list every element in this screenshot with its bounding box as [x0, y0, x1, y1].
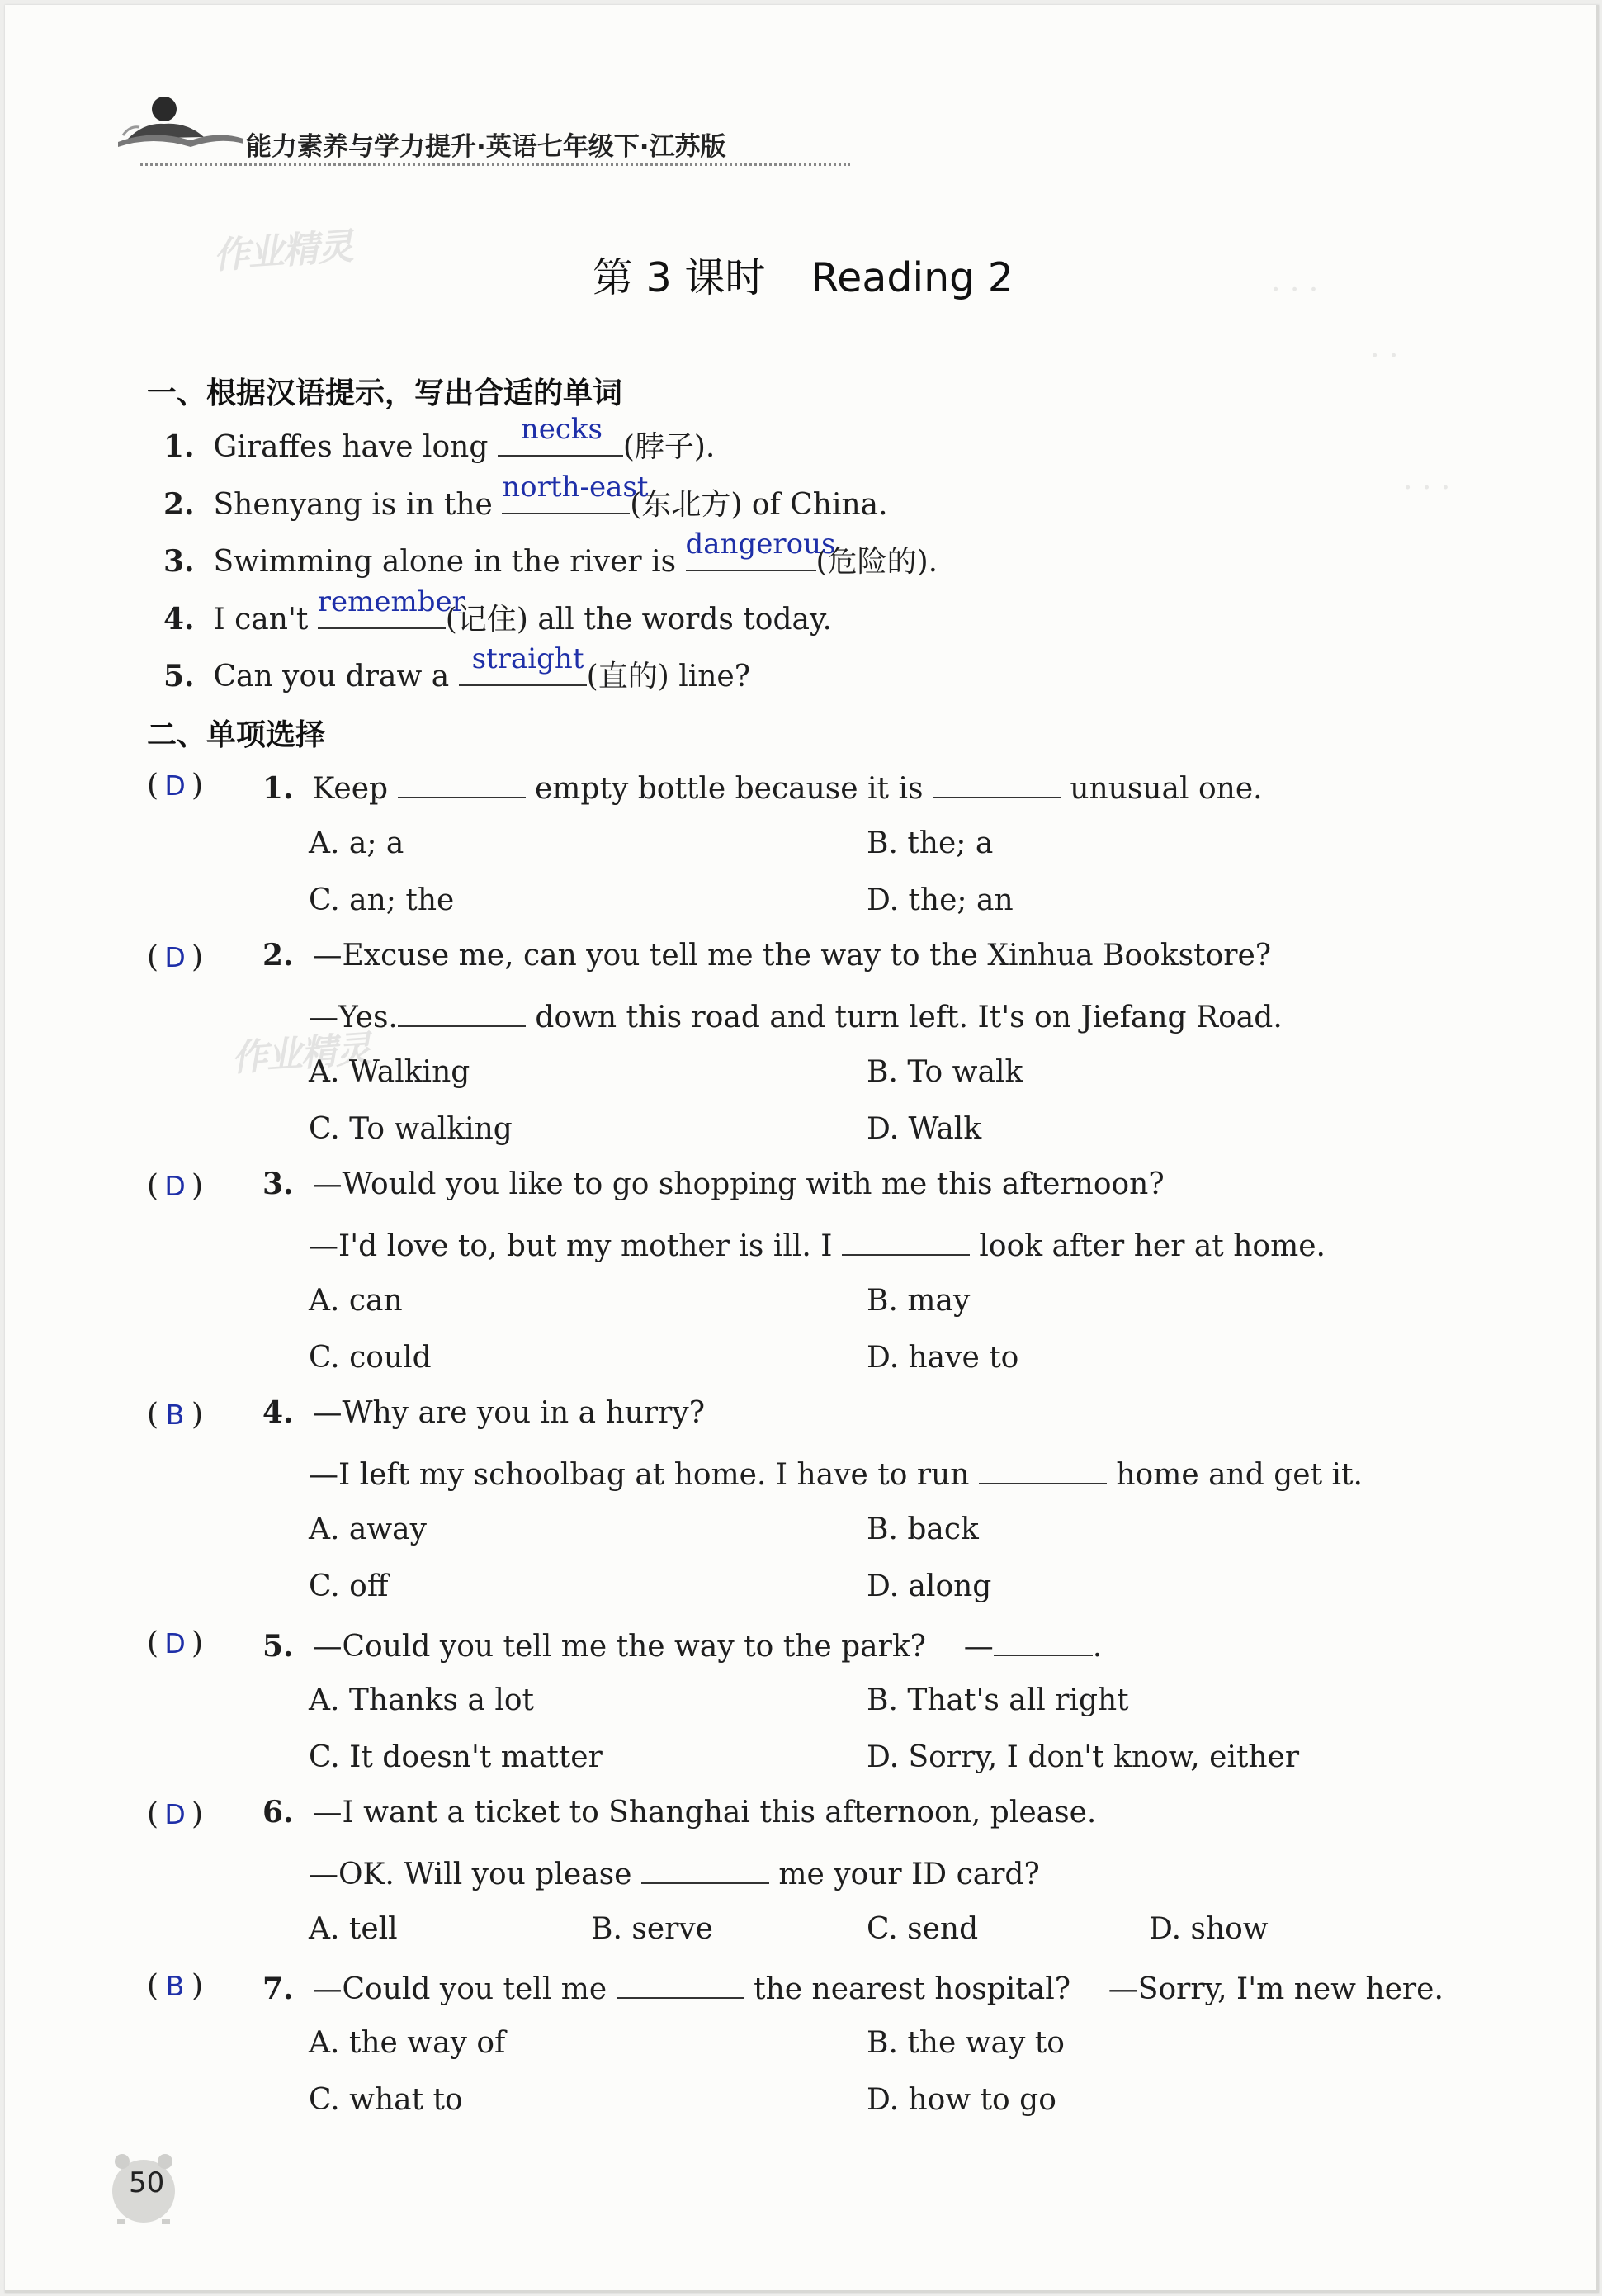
question-text: —OK. Will you please: [309, 1858, 632, 1891]
option: B. the way to: [867, 2026, 1065, 2060]
question-text: —Yes.: [309, 1001, 398, 1034]
handwritten-answer: necks: [520, 413, 603, 446]
option: C. send: [867, 1912, 979, 1946]
option: D. how to go: [867, 2083, 1056, 2117]
answer-bracket: ( D ): [147, 769, 204, 802]
answer-blank: [617, 1969, 744, 1999]
question-text: empty bottle because it is: [534, 772, 924, 806]
question-text: unusual one.: [1070, 772, 1263, 806]
item-text: Swimming alone in the river is: [213, 545, 677, 579]
answer-blank: [641, 1854, 769, 1884]
item-number: 4.: [163, 602, 195, 637]
question-text: —Would you like to go shopping with me this afternoon?: [312, 1167, 1165, 1201]
question: [262, 1626, 1102, 1662]
answer-bracket: ( D ): [147, 1626, 204, 1660]
item-text: (危险的).: [815, 545, 938, 579]
option: C. off: [309, 1569, 389, 1603]
handwritten-answer: D: [164, 769, 186, 802]
item-number: 2.: [163, 487, 195, 522]
question-number: 3.: [262, 1167, 294, 1201]
item-number: 3.: [163, 544, 195, 579]
option: C. To walking: [309, 1112, 513, 1146]
option: B. may: [867, 1284, 971, 1318]
answer-blank: [502, 471, 649, 514]
question-number: 4.: [262, 1395, 294, 1430]
option: D. along: [867, 1569, 992, 1603]
option: B. the; a: [867, 826, 994, 860]
answer-blank: [398, 769, 526, 798]
question-text: —Why are you in a hurry?: [312, 1396, 705, 1430]
question: [262, 1969, 1444, 2005]
option: A. Walking: [309, 1055, 470, 1089]
item-text: Can you draw a: [213, 660, 450, 694]
fill-item: [163, 642, 751, 694]
option: A. a; a: [309, 826, 404, 860]
question-text: the nearest hospital?: [754, 1972, 1071, 2006]
answer-blank: [685, 528, 836, 571]
page-number: 50: [129, 2166, 165, 2199]
fill-item: [163, 471, 888, 522]
question-line: [309, 1854, 1040, 1890]
answer-blank: [979, 1455, 1107, 1484]
question-text: —Could you tell me the way to the park?: [312, 1630, 926, 1664]
lesson-subtitle: Reading 2: [810, 254, 1014, 301]
option: C. an; the: [309, 883, 455, 917]
option: D. the; an: [867, 883, 1014, 917]
question-text: —I want a ticket to Shanghai this afternoon, please.: [312, 1796, 1097, 1830]
question: [262, 769, 1263, 804]
handwritten-answer: dangerous: [685, 528, 836, 561]
option: D. Sorry, I don't know, either: [867, 1740, 1300, 1774]
book-title: 能力素养与学力提升·英语七年级下·江苏版: [246, 132, 726, 162]
answer-blank: [317, 585, 465, 629]
handwritten-answer: remember: [317, 585, 465, 618]
item-number: 1.: [163, 429, 195, 464]
answer-bracket: ( B ): [147, 1398, 204, 1432]
answer-blank: [398, 997, 526, 1027]
handwritten-answer: D: [164, 1798, 186, 1830]
handwritten-answer: D: [164, 941, 186, 973]
answer-blank: [994, 1626, 1093, 1656]
option: A. the way of: [309, 2026, 506, 2060]
bleed-through-mark: . . .: [1403, 462, 1451, 496]
item-text: I can't: [213, 603, 309, 637]
option: B. To walk: [867, 1055, 1023, 1089]
item-text: (记住) all the words today.: [445, 603, 832, 637]
answer-bracket: ( D ): [147, 1797, 204, 1831]
fill-item: [163, 413, 716, 464]
question: [262, 1395, 705, 1430]
option: B. back: [867, 1513, 979, 1546]
item-text: Shenyang is in the: [213, 488, 493, 522]
question-number: 2.: [262, 938, 294, 973]
page-title: [593, 246, 1014, 304]
item-text: (直的) line?: [586, 660, 751, 694]
option: B. That's all right: [867, 1683, 1129, 1717]
question-line: [309, 1226, 1326, 1262]
option: D. show: [1149, 1912, 1269, 1946]
question-number: 1.: [262, 771, 294, 806]
option: A. away: [309, 1513, 427, 1546]
answer-blank: [842, 1226, 970, 1256]
question-text: .: [1092, 1630, 1103, 1664]
item-number: 5.: [163, 659, 195, 694]
item-text: (脖子).: [622, 430, 716, 464]
answer-blank: [933, 769, 1061, 798]
question-line: [309, 1455, 1363, 1490]
book-logo-icon: [111, 91, 252, 157]
handwritten-answer: north-east: [502, 471, 649, 504]
answer-bracket: ( D ): [147, 940, 204, 974]
answer-bracket: ( D ): [147, 1169, 204, 1203]
item-text: Giraffes have long: [213, 430, 489, 464]
header-divider: [140, 163, 850, 166]
question-text: Keep: [312, 772, 389, 806]
question-number: 5.: [262, 1629, 294, 1664]
answer-blank: [459, 642, 587, 686]
bleed-through-mark: . .: [1370, 330, 1399, 364]
option: D. Walk: [867, 1112, 982, 1146]
question: [262, 1797, 1096, 1828]
watermark: 作业精灵: [211, 225, 353, 277]
option: A. Thanks a lot: [309, 1683, 535, 1717]
watermark: 作业精灵: [229, 1028, 371, 1080]
fill-item: [163, 585, 832, 637]
question-text: —I left my schoolbag at home. I have to run: [309, 1458, 970, 1492]
question-text: home and get it.: [1116, 1458, 1363, 1492]
question-text: —I'd love to, but my mother is ill. I: [309, 1229, 833, 1263]
option: D. have to: [867, 1341, 1019, 1375]
answer-bracket: ( B ): [147, 1969, 204, 2003]
item-text: (东北方) of China.: [630, 488, 888, 522]
option: C. could: [309, 1341, 432, 1375]
section-title: 二、单项选择: [147, 718, 326, 752]
handwritten-answer: D: [164, 1627, 186, 1659]
handwritten-answer: B: [165, 1970, 185, 2002]
option: C. It doesn't matter: [309, 1740, 603, 1774]
question-line: [309, 997, 1283, 1033]
fill-item: [163, 528, 938, 579]
option: A. tell: [309, 1912, 398, 1946]
question-text: —Could you tell me: [312, 1972, 607, 2006]
lesson-title: 第 3 课时: [593, 254, 766, 301]
question-text: —Excuse me, can you tell me the way to the Xinhua Bookstore?: [312, 939, 1272, 973]
question-text: —Sorry, I'm new here.: [1108, 1972, 1444, 2006]
option: A. can: [309, 1284, 403, 1318]
question-text: me your ID card?: [778, 1858, 1040, 1891]
question: [262, 940, 1271, 971]
question-text: look after her at home.: [979, 1229, 1326, 1263]
section-title: 一、根据汉语提示，写出合适的单词: [147, 376, 623, 410]
bleed-through-mark: . . .: [1271, 264, 1319, 298]
page: [5, 5, 1599, 2293]
handwritten-answer: D: [164, 1170, 186, 1202]
question: [262, 1169, 1165, 1200]
question-number: 7.: [262, 1972, 294, 2006]
question-text: —: [963, 1630, 994, 1664]
question-number: 6.: [262, 1795, 294, 1830]
option: C. what to: [309, 2083, 463, 2117]
answer-blank: [498, 413, 623, 457]
handwritten-answer: B: [165, 1399, 185, 1431]
question-text: down this road and turn left. It's on Jiefang Road.: [535, 1001, 1283, 1034]
option: B. serve: [591, 1912, 713, 1946]
handwritten-answer: straight: [471, 642, 584, 675]
